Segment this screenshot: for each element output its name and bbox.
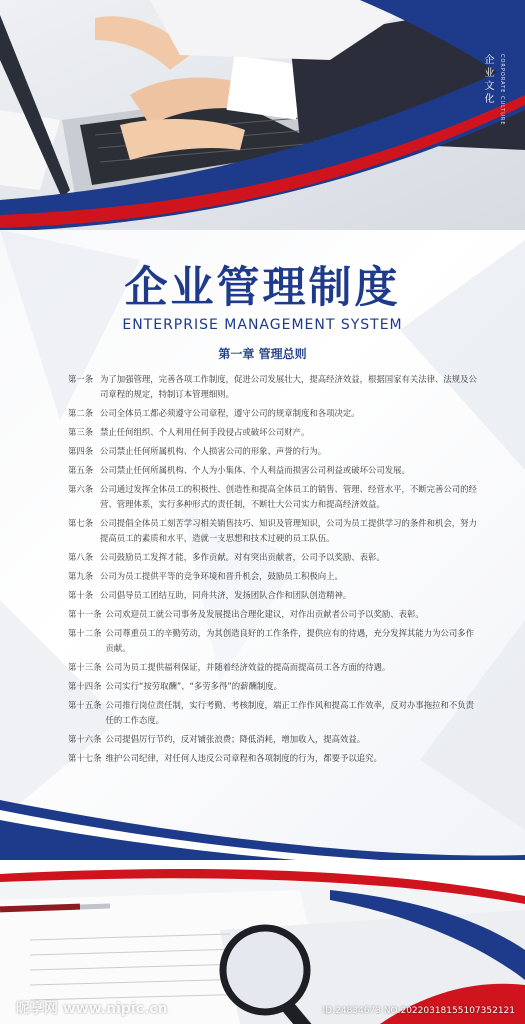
rule-text: 公司提倡全体员工刻苦学习相关销售技巧、知识及管理知识，公司为员工提供学习的条件和机会，努力提高员工的素质和水平，造就一支思想和技术过硬的员工队伍。 [100,518,477,543]
rule-text: 公司欢迎员工就公司事务及发展提出合理化建议，对作出贡献者公司予以奖励、表彰。 [105,609,424,619]
rule-text: 禁止任何组织、个人利用任何手段侵占或破坏公司财产。 [100,427,310,437]
rule-text: 公司禁止任何所属机构、个人为小集体、个人利益而损害公司利益或破坏公司发展。 [100,465,410,475]
chapter-heading: 第一章 管理总则 [218,347,307,361]
rule-text: 公司为员工提供平等的竞争环境和晋升机会，鼓励员工积极向上。 [100,571,343,581]
rule-number: 第三条 [68,427,94,437]
rule-number: 第十四条 [68,681,102,691]
rule-number: 第六条 [68,484,94,494]
page-title: 企业管理制度 [124,263,401,313]
rule-text: 公司全体员工都必须遵守公司章程，遵守公司的规章制度和各项决定。 [100,408,360,418]
page-subtitle: ENTERPRISE MANAGEMENT SYSTEM [122,317,403,333]
rule-number: 第二条 [68,408,94,418]
rule-text: 公司禁止任何所属机构、个人损害公司的形象、声誉的行为。 [100,446,327,456]
rule-item [68,569,480,584]
rule-number: 第十二条 [68,628,102,638]
rule-number: 第十条 [68,590,94,600]
rule-text: 维护公司纪律，对任何人违反公司章程和各项制度的行为，都要予以追究。 [105,753,382,763]
rules-list [68,372,480,770]
watermark-id: ID:24834673 NO:20220318155107352121 [322,1006,515,1016]
rule-number: 第一条 [68,374,94,384]
rule-text: 公司尊重员工的辛勤劳动，为其创造良好的工作条件，提供应有的待遇，充分发挥其能力为公司多作贡献。 [105,628,474,653]
rule-number: 第十三条 [68,662,102,672]
rule-number: 第九条 [68,571,94,581]
rule-text: 公司提倡厉行节约，反对铺张浪费；降低消耗，增加收入，提高效益。 [105,734,366,744]
rule-item [68,482,480,512]
rule-number: 第十七条 [68,753,102,763]
rule-item [68,463,480,478]
rule-item [68,372,480,402]
rule-text: 公司推行岗位责任制，实行考勤、考核制度，端正工作作风和提高工作效率，反对办事拖拉和不负责任的工作态度。 [105,700,474,725]
rule-number: 第七条 [68,518,94,528]
rule-item [68,444,480,459]
rule-text: 公司为员工提供福利保证，并随着经济效益的提高而提高员工各方面的待遇。 [105,662,391,672]
rule-text: 公司倡导员工团结互助，同舟共济，发扬团队合作和团队创造精神。 [100,590,352,600]
rule-text: 公司鼓励员工发挥才能，多作贡献。对有突出贡献者，公司予以奖励、表彰。 [100,552,385,562]
rule-item [68,406,480,421]
rule-text: 为了加强管理，完善各项工作制度，促进公司发展壮大，提高经济效益，根据国家有关法律、法规及公司章程的规定，特制订本管理细则。 [100,374,477,399]
rule-item [68,732,480,747]
rule-item [68,588,480,603]
rule-item [68,660,480,675]
rule-item [68,698,480,728]
side-label-cn: 企业文化 [482,54,493,106]
rule-number: 第五条 [68,465,94,475]
rule-number: 第四条 [68,446,94,456]
rule-text: 公司通过发挥全体员工的积极性、创造性和提高全体员工的销售、管理、经营水平，不断完善公司的经营、管理体系，实行多种形式的责任制，不断壮大公司实力和提高经济效益。 [100,484,477,509]
rule-number: 第十六条 [68,734,102,744]
rule-item [68,607,480,622]
rule-item [68,626,480,656]
corporate-culture-label [480,54,505,126]
side-label-en: CORPORATE CULTURE [499,54,505,126]
rule-item [68,550,480,565]
rule-text: 公司实行“按劳取酬”、“多劳多得”的薪酬制度。 [105,681,282,691]
rule-item [68,751,480,766]
rule-item [68,679,480,694]
rule-number: 第十五条 [68,700,102,710]
rule-item [68,516,480,546]
rule-number: 第十一条 [68,609,102,619]
laptop-photo-illustration [0,0,525,230]
header-photo [0,0,525,230]
rule-item [68,425,480,440]
rule-number: 第八条 [68,552,94,562]
watermark-site: 昵享网 www.nipic.cn [16,1001,168,1017]
